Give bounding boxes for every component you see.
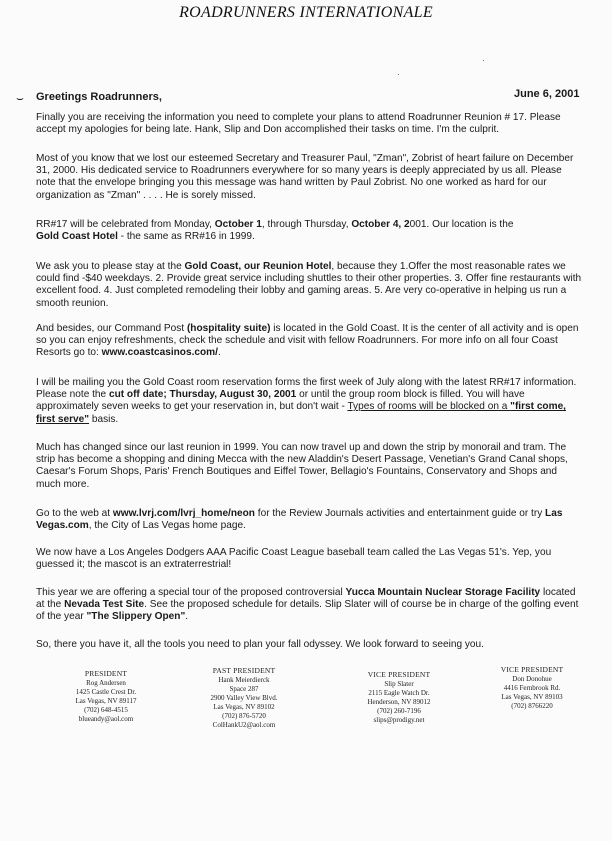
paragraph-text: Most of you know that we lost our esteemed Secretary and Treasurer Paul, "Zman", Zobrist of heart failure on December 31, 2000. His dedicated service to Roadrunners everywhere for so many years is deeply appreciated by us all. Please note that the envelope bringing you this message was hand written by Paul Zobrist. No one worked as hard for our organization as "Zman" . . . . He is sorely missed.	[36, 153, 574, 201]
paragraph-strip-changes	[36, 442, 584, 491]
paragraph-text: .	[217, 347, 221, 359]
paragraph-zman	[36, 153, 584, 202]
officer-email[interactable]: blueandy@aol.com	[78, 715, 134, 723]
paragraph-text: Go to the web at	[36, 508, 113, 519]
paragraph-text: basis.	[89, 413, 119, 425]
paragraph-apology	[36, 112, 584, 136]
officer-city: Las Vegas, NV 89102	[213, 703, 275, 711]
officer-address: 2900 Valley View Blvd.	[210, 694, 278, 702]
paragraph-baseball	[36, 547, 584, 571]
paragraph-yucca	[36, 587, 584, 624]
paragraph-text: We now have a Los Angeles Dodgers AAA Pacific Coast League baseball team called the Las Vegas 51's. Yep, you guessed it; the mascot is an extraterrestrial!	[36, 547, 552, 571]
officer-phone: (702) 260-7196	[377, 707, 421, 715]
yucca-mountain: Yucca Mountain Nuclear Storage Facility	[345, 587, 541, 598]
officer-block-president	[46, 669, 166, 724]
paragraph-text: Finally you are receiving the information you need to complete your plans to attend Roadrunner Reunion # 17. Please accept my apologies for being late. Hank, Slip and Don accomplished their tasks on time. I'm the culprit.	[36, 112, 561, 136]
officer-name: Don Donohue	[512, 675, 552, 683]
paragraph-text: 001. Our location is the	[409, 219, 514, 230]
cut-off-date: cut off date; Thursday, August 30, 2001	[108, 389, 297, 401]
nevada-test-site: Nevada Test Site	[64, 599, 145, 611]
officer-address: Space 287	[229, 685, 259, 693]
officer-title: VICE PRESIDENT	[367, 670, 431, 679]
las-vegas-link[interactable]: Las Vegas.com	[36, 508, 563, 532]
officer-city: Henderson, NV 89012	[367, 698, 431, 706]
officer-city: Las Vegas, NV 89117	[75, 697, 137, 705]
paragraph-text: , through Thursday,	[261, 219, 352, 230]
paragraph-command-post	[36, 323, 584, 360]
officer-address: 4416 Fernbrook Rd.	[503, 684, 561, 692]
officer-name: Hank Meierdierck	[218, 676, 270, 684]
paragraph-text: So, there you have it, all the tools you need to plan your fall odyssey. We look forward to seeing you.	[36, 639, 484, 650]
letterhead-title: ROADRUNNERS INTERNATIONALE	[179, 4, 433, 21]
paragraph-text: This year we are offering a special tour of the proposed controversial	[36, 587, 346, 598]
hospitality-suite: (hospitality suite)	[186, 323, 271, 334]
paragraph-text: I will be mailing you the Gold Coast room reservation forms the first week of July along with the latest RR#17 information. Please note the	[36, 377, 577, 401]
paragraph-text: . See the proposed schedule for details. Slip Slater will of course be in charge of the golfing event of the year	[36, 599, 579, 623]
paragraph-closing	[36, 639, 584, 651]
first-come-note: "first come, first serve"	[36, 401, 566, 425]
paragraph-text: or until the group room block is filled. You will have approximately seven weeks to get your reservation in, but don't wait -	[36, 389, 525, 413]
officer-block-vice-president-2	[472, 665, 592, 711]
paragraph-text: located at the	[36, 587, 576, 611]
start-date: October 1	[214, 219, 262, 230]
pen-mark: ⌣	[16, 91, 24, 105]
paragraph-hotel-reasons	[36, 261, 584, 310]
reunion-hotel: Gold Coast, our Reunion Hotel	[184, 261, 332, 272]
paragraph-text: RR#17 will be celebrated from Monday,	[36, 219, 215, 230]
paragraph-text: .	[185, 611, 189, 623]
officer-email[interactable]: slips@prodigy.net	[373, 716, 425, 724]
paragraph-text: , the City of Las Vegas home page.	[88, 520, 246, 532]
lvrj-link[interactable]: www.lvrj.com/lvrj_home/neon	[112, 508, 255, 519]
officer-address: 2115 Eagle Watch Dr.	[368, 689, 430, 697]
officer-email[interactable]: ColHankU2@aol.com	[212, 721, 276, 729]
officer-title: PAST PRESIDENT	[212, 666, 276, 675]
officer-name: Slip Slater	[384, 680, 414, 688]
officer-name: Rog Andersen	[86, 679, 126, 687]
scan-speck: ·	[397, 70, 400, 79]
slippery-open: "The Slippery Open"	[86, 611, 186, 623]
officer-phone: (702) 8766220	[511, 702, 553, 710]
paragraph-text: And besides, our Command Post	[36, 323, 187, 334]
paragraph-text: We ask you to please stay at the	[36, 261, 185, 272]
officer-phone: (702) 648-4515	[84, 706, 128, 714]
officer-title: VICE PRESIDENT	[500, 665, 564, 674]
officer-phone: (702) 876-5720	[222, 712, 266, 720]
officer-city: Las Vegas, NV 89103	[501, 693, 563, 701]
officer-address: 1425 Castle Crest Dr.	[75, 688, 137, 696]
greeting	[16, 91, 162, 105]
paragraph-reservations	[36, 377, 584, 426]
paragraph-text: - the same as RR#16 in 1999.	[117, 231, 255, 243]
paragraph-text: , because they 1.Offer the most reasonable rates we could find -$40 weekdays. 2. Provide great service including shuttles to their other properties. 3. Offer fine restaurants with excellent food. 4. Just completed remodeling their lobby and gaming areas. 5. Are very co-operative in helping us run a smooth reunion.	[36, 261, 582, 309]
paragraph-text: for the Review Journals activities and entertainment guide or try	[254, 508, 546, 519]
room-types-note: Types of rooms will be blocked on a	[347, 401, 511, 413]
scan-speck: ·	[482, 56, 485, 65]
officer-title: PRESIDENT	[84, 669, 128, 678]
paragraph-web	[36, 508, 584, 532]
paragraph-dates	[36, 219, 584, 243]
officer-block-past-president	[184, 666, 304, 730]
officer-block-vice-president	[339, 670, 459, 725]
paragraph-text: is located in the Gold Coast. It is the center of all activity and is open so you can enjoy refreshments, check the schedule and visit with fellow Roadrunners. For more info on all four Coast Resorts go to:	[36, 323, 579, 359]
coast-casinos-link[interactable]: www.coastcasinos.com/	[101, 347, 218, 359]
hotel-name: Gold Coast Hotel	[36, 231, 118, 243]
greeting-text: Greetings Roadrunners,	[36, 91, 162, 103]
end-date: October 4, 2	[351, 219, 410, 230]
letter-date: June 6, 2001	[514, 88, 580, 100]
paragraph-text: Much has changed since our last reunion in 1999. You can now travel up and down the strip by monorail and tram. The strip has become a shopping and dining Mecca with the new Aladdin's Desert Passage, Venetian's Grand Canal shops, Caesar's Forum Shops, Paris' French Boutiques and Eiffel Tower, Bellagio's Fountains, Conservatory and Shops and much more.	[36, 442, 568, 490]
